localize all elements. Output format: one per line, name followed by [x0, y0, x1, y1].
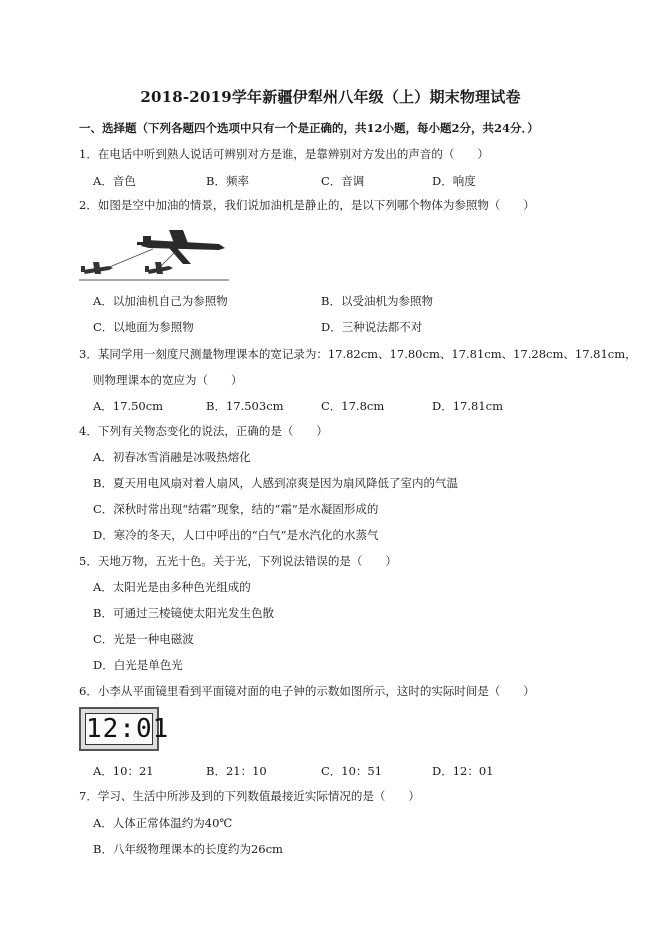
- question-6-option-d: D．12：01: [432, 764, 494, 778]
- question-3-option-a: A．17.50cm: [93, 399, 164, 413]
- question-6-option-c: C．10：51: [321, 764, 383, 778]
- question-2-stem: 2．如图是空中加油的情景，我们说加油机是静止的，是以下列哪个物体为参照物（ ）: [79, 198, 535, 212]
- question-5-option-c: C．光是一种电磁波: [93, 632, 194, 646]
- question-2-option-a: A．以加油机自己为参照物: [93, 294, 228, 308]
- question-5-option-a: A．太阳光是由多种色光组成的: [93, 580, 251, 594]
- question-1-option-d: D．响度: [432, 174, 476, 188]
- question-1-option-a: A．音色: [93, 174, 136, 188]
- question-1-stem: 1．在电话中听到熟人说话可辨别对方是谁，是靠辨别对方发出的声音的（ ）: [79, 147, 489, 161]
- aerial-refueling-image: [79, 222, 229, 284]
- clock-screen: [85, 713, 170, 745]
- question-4-stem: 4．下列有关物态变化的说法，正确的是（ ）: [79, 424, 328, 438]
- question-3-option-d: D．17.81cm: [432, 399, 503, 413]
- question-1-option-c: C．音调: [321, 174, 365, 188]
- question-4-option-a: A．初春冰雪消融是冰吸热熔化: [93, 450, 251, 464]
- question-3-option-c: C．17.8cm: [321, 399, 385, 413]
- question-5-stem: 5．天地万物，五光十色。关于光，下列说法错误的是（ ）: [79, 554, 397, 568]
- question-7-option-a: A．人体正常体温约为40℃: [93, 816, 233, 830]
- question-4-option-d: D．寒冷的冬天，人口中呼出的“白气”是水汽化的水蒸气: [93, 528, 379, 542]
- question-1-option-b: B．频率: [206, 174, 249, 188]
- page-title: 2018-2019学年新疆伊犁州八年级（上）期末物理试卷: [140, 88, 521, 106]
- question-6-stem: 6．小李从平面镜里看到平面镜对面的电子钟的示数如图所示，这时的实际时间是（ ）: [79, 684, 535, 698]
- question-2-option-c: C．以地面为参照物: [93, 320, 194, 334]
- question-6-option-b: B．21：10: [206, 764, 267, 778]
- question-3-option-b: B．17.503cm: [206, 399, 284, 413]
- section-heading: 一、选择题（下列各题四个选项中只有一个是正确的，共12小题，每小题2分，共24分．）: [79, 121, 539, 135]
- question-3-stem-line2: 则物理课本的宽应为（ ）: [93, 373, 243, 387]
- question-5-option-b: B．可通过三棱镜使太阳光发生色散: [93, 606, 274, 620]
- question-2-option-d: D．三种说法都不对: [321, 320, 423, 334]
- question-2-option-b: B．以受油机为参照物: [321, 294, 433, 308]
- clock-display: 12:01: [86, 714, 170, 744]
- question-6-option-a: A．10：21: [93, 764, 154, 778]
- question-4-option-c: C．深秋时常出现“结霜”现象，结的“霜”是水凝固形成的: [93, 502, 379, 516]
- question-5-option-d: D．白光是单色光: [93, 658, 183, 672]
- question-4-option-b: B．夏天用电风扇对着人扇风，人感到凉爽是因为扇风降低了室内的气温: [93, 476, 458, 490]
- question-3-stem: 3．某同学用一刻度尺测量物理课本的宽记录为：17.82cm、17.80cm、17.81cm、17.28cm、17.81cm，: [79, 347, 637, 361]
- question-7-stem: 7．学习、生活中所涉及到的下列数值最接近实际情况的是（ ）: [79, 789, 420, 803]
- question-7-option-b: B．八年级物理课本的长度约为26cm: [93, 842, 283, 856]
- digital-clock-image: [79, 707, 170, 751]
